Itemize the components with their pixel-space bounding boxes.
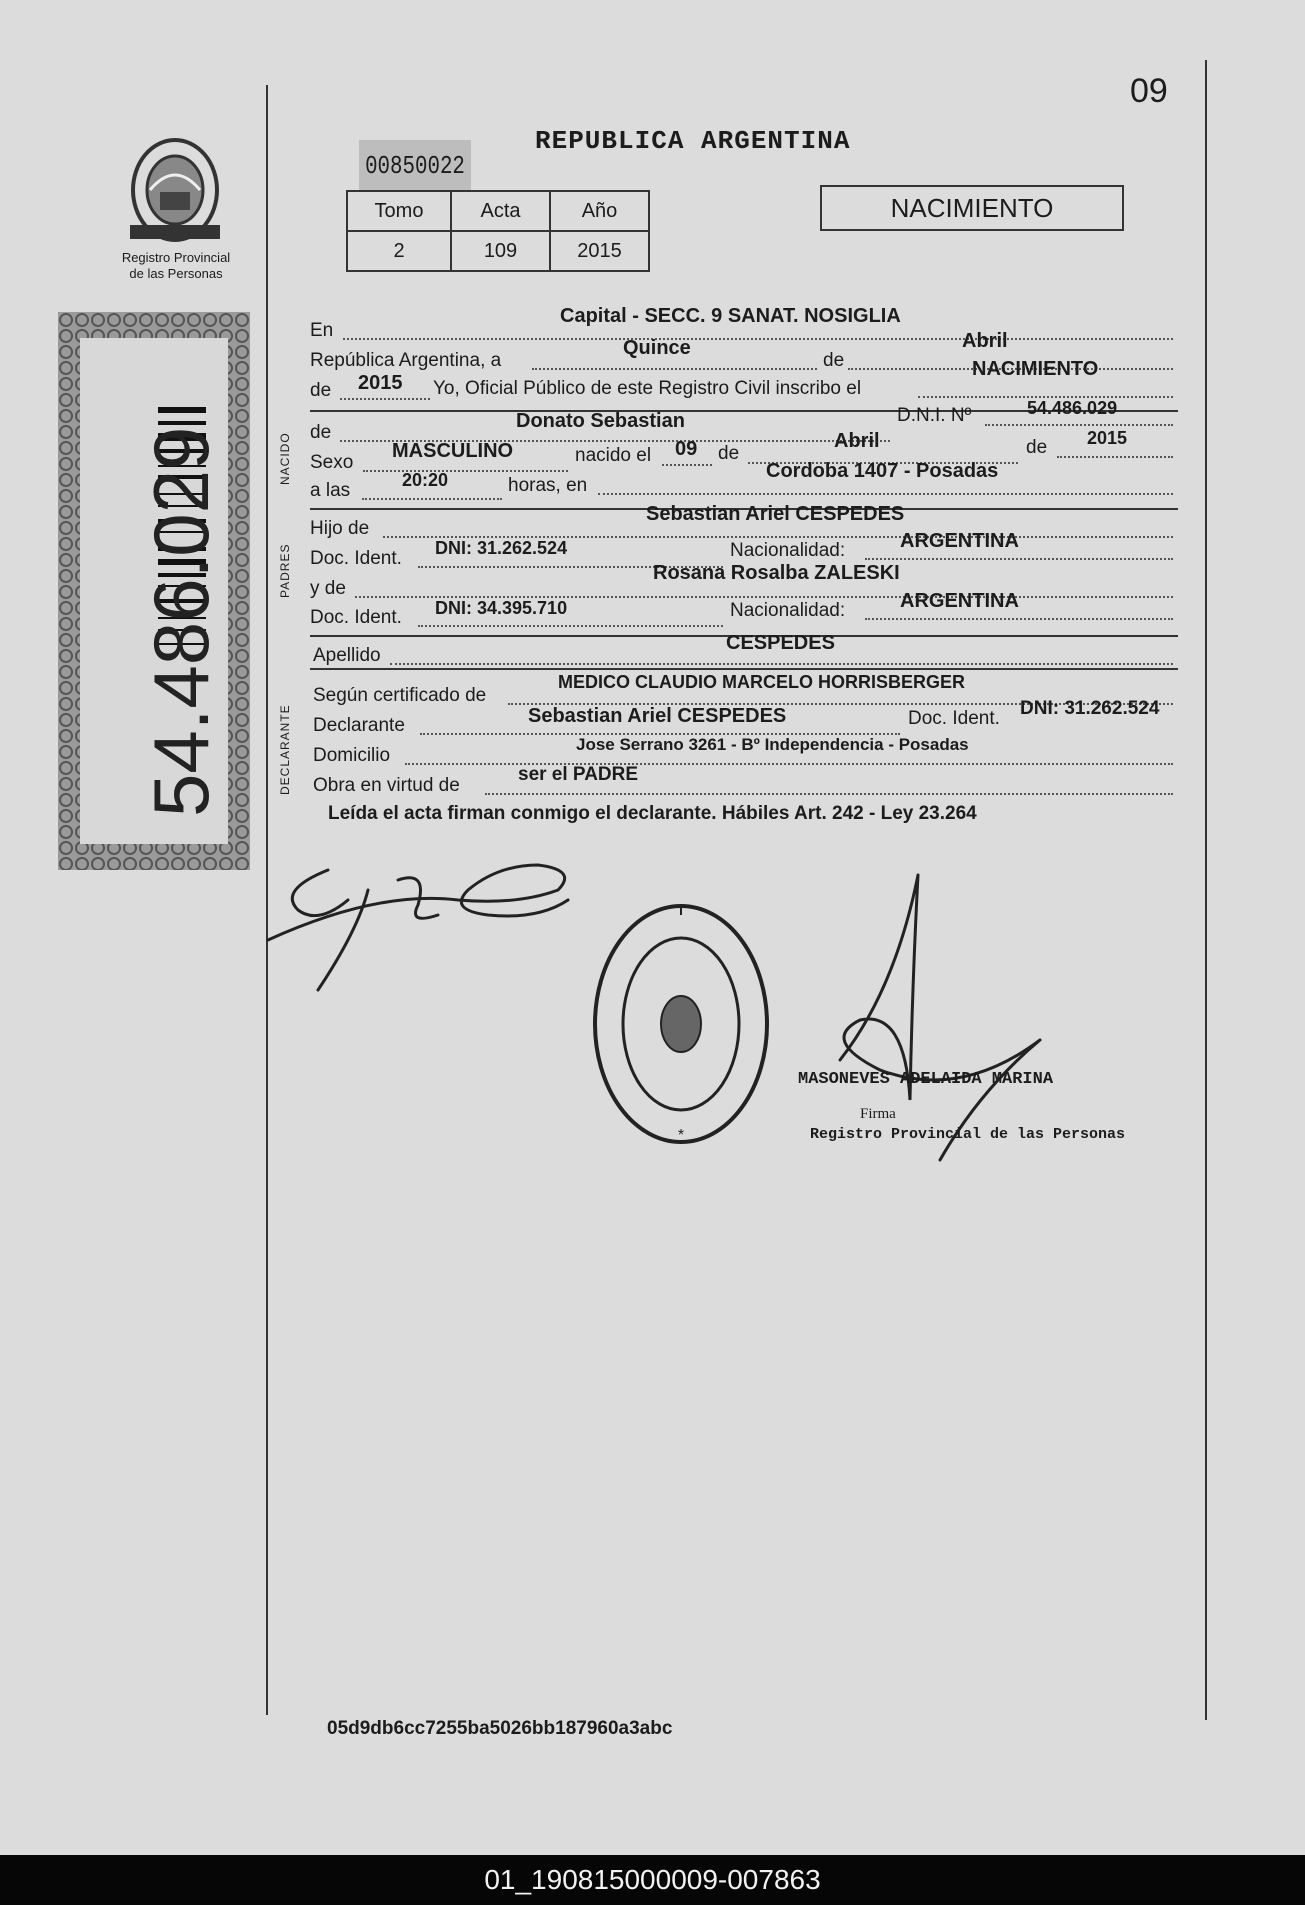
header-ano: Año [550, 191, 649, 231]
label-de-mes: de [823, 350, 845, 371]
label-doc-ident2: Doc. Ident. [310, 607, 402, 628]
label-de-nombre: de [310, 422, 332, 443]
value-certificado: MEDICO CLAUDIO MARCELO HORRISBERGER [558, 672, 966, 692]
value-lugar: Capital - SECC. 9 SANAT. NOSIGLIA [560, 305, 901, 327]
value-sexo: MASCULINO [392, 440, 514, 462]
strip-number: 54.486.029 [137, 426, 225, 817]
label-sexo: Sexo [310, 452, 354, 473]
page-number: 09 [1130, 72, 1168, 110]
value-tomo: 2 [347, 231, 451, 271]
label-declarante: Declarante [313, 715, 405, 736]
section-nacido: NACIDO [278, 432, 292, 485]
value-domicilio: Jose Serrano 3261 - Bº Independencia - Posadas [576, 735, 969, 754]
value-madre: Rosana Rosalba ZALESKI [653, 562, 900, 584]
label-de-anio2: de [1026, 437, 1048, 458]
value-apellido: CESPEDES [726, 632, 835, 654]
value-madre-nac: ARGENTINA [900, 590, 1019, 612]
value-ano: 2015 [550, 231, 649, 271]
value-obra: ser el PADRE [518, 764, 639, 785]
right-margin-line [1205, 60, 1207, 1720]
value-mes-nac: Abril [834, 430, 880, 452]
document-hash: 05d9db6cc7255ba5026bb187960a3abc [327, 1718, 673, 1739]
label-doc-ident1: Doc. Ident. [310, 548, 402, 569]
label-de-anio: de [310, 380, 332, 401]
security-strip [58, 312, 250, 870]
label-apellido: Apellido [313, 645, 381, 666]
document-title: REPUBLICA ARGENTINA [535, 126, 851, 156]
value-nombre: Donato Sebastian [516, 410, 685, 432]
section-padres: PADRES [278, 543, 292, 598]
header-tomo: Tomo [347, 191, 451, 231]
value-mes: Abril [962, 330, 1008, 352]
declarant-signature-icon [258, 830, 588, 1000]
label-dni: D.N.I. Nº [897, 405, 972, 426]
footer-id: 01_190815000009-007863 [484, 1864, 821, 1895]
separator-4 [310, 668, 1178, 670]
label-obra: Obra en virtud de [313, 775, 460, 796]
registry-caption-line2: de las Personas [129, 266, 223, 281]
value-hora: 20:20 [402, 470, 449, 490]
label-nacido-el: nacido el [575, 445, 652, 466]
label-en: En [310, 320, 334, 341]
svg-text:*: * [677, 1127, 685, 1144]
label-y-de: y de [310, 578, 346, 599]
label-horas-en: horas, en [508, 475, 588, 496]
value-dni: 54.486.029 [1027, 398, 1118, 418]
registry-caption-line1: Registro Provincial [121, 250, 231, 265]
label-segun: Según certificado de [313, 685, 487, 706]
value-padre-nac: ARGENTINA [900, 530, 1019, 552]
value-dia: Quince [623, 337, 691, 359]
value-padre-doc: DNI: 31.262.524 [435, 538, 568, 558]
label-yo: Yo, Oficial Público de este Registro Civil inscribo el [433, 378, 862, 399]
label-domicilio: Domicilio [313, 745, 391, 766]
officer-role: Firma [860, 1106, 896, 1122]
value-anio: 2015 [358, 372, 403, 394]
value-declarante: Sebastian Ariel CESPEDES [528, 705, 787, 727]
value-dia-nac: 09 [675, 438, 698, 460]
official-seal-icon [590, 900, 772, 1148]
registry-caption [96, 250, 256, 282]
label-de-mes2: de [718, 443, 740, 464]
value-madre-doc: DNI: 34.395.710 [435, 598, 568, 618]
section-declarante: DECLARANTE [278, 704, 292, 795]
header-acta: Acta [451, 191, 550, 231]
value-padre: Sebastian Ariel CESPEDES [646, 503, 905, 525]
closing-note: Leída el acta firman conmigo el declarante. Hábiles Art. 242 - Ley 23.264 [328, 803, 977, 824]
value-lugar-nac: Cordoba 1407 - Posadas [766, 460, 999, 482]
label-hijo-de: Hijo de [310, 518, 370, 539]
label-a-las: a las [310, 480, 351, 501]
value-declarante-doc: DNI: 31.262.524 [1020, 698, 1160, 719]
officer-office: Registro Provincial de las Personas [810, 1126, 1126, 1143]
label-republica: República Argentina, a [310, 350, 502, 371]
label-nacionalidad1: Nacionalidad: [730, 540, 846, 561]
officer-name: MASONEVES ADELAIDA MARINA [798, 1070, 1054, 1089]
footer-id-bar [0, 1855, 1305, 1905]
tomo-acta-ano-table [346, 190, 650, 272]
misiones-coat-of-arms-icon [120, 130, 230, 250]
value-anio-nac: 2015 [1087, 428, 1128, 448]
label-doc-ident3: Doc. Ident. [908, 708, 1000, 729]
label-nacionalidad2: Nacionalidad: [730, 600, 846, 621]
value-acta: 109 [451, 231, 550, 271]
officer-signature-icon [800, 870, 1060, 1170]
value-tipo: NACIMIENTO [972, 358, 1099, 380]
record-type-box: NACIMIENTO [820, 185, 1124, 231]
serial-number: 00850022 [359, 140, 471, 192]
